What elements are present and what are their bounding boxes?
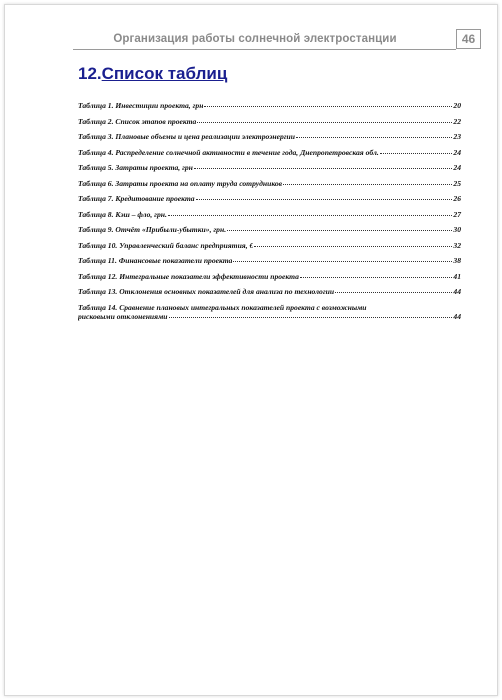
- dot-leader: [233, 261, 452, 262]
- table-of-tables: [78, 101, 461, 321]
- toc-entry[interactable]: [78, 179, 461, 195]
- toc-entry[interactable]: [78, 101, 461, 117]
- toc-entry-label: Таблица 9. Отчёт «Прибыли-убытки», грн.: [78, 225, 227, 234]
- dot-leader: [197, 122, 452, 123]
- toc-entry-label: Таблица 7. Кредитование проекта: [78, 194, 195, 203]
- toc-entry[interactable]: [78, 163, 461, 179]
- section-number: 12.: [78, 64, 102, 83]
- toc-entry-label: Таблица 8. Кэш – фло, грн.: [78, 209, 167, 219]
- toc-entry[interactable]: [78, 210, 461, 226]
- toc-entry-page: 32: [453, 240, 461, 250]
- toc-entry-page: 44: [453, 311, 461, 321]
- toc-entry-label: Таблица 4. Распределение солнечной активности в течение года, Днепропетровская обл.: [78, 147, 379, 157]
- dot-leader: [300, 277, 453, 278]
- section-title[interactable]: Список таблиц: [101, 64, 228, 83]
- toc-entry-label-line1: Таблица 14. Сравнение плановых интегральных показателей проекта с возможными: [78, 302, 367, 312]
- toc-entry-page: 27: [453, 209, 461, 219]
- toc-entry-label: Таблица 6. Затраты проекта на оплату труда сотрудников: [78, 178, 283, 188]
- toc-entry-label: Таблица 11. Финансовые показатели проекта: [78, 256, 233, 265]
- toc-entry[interactable]: [78, 132, 461, 148]
- dot-leader: [169, 317, 453, 318]
- toc-entry[interactable]: [78, 256, 461, 272]
- toc-entry[interactable]: [78, 194, 461, 210]
- toc-entry-label: Таблица 2. Список этапов проекта: [78, 116, 197, 126]
- toc-entry[interactable]: [78, 225, 461, 241]
- dot-leader: [204, 106, 452, 107]
- dot-leader: [254, 246, 452, 247]
- toc-entry[interactable]: [78, 241, 461, 257]
- toc-entry[interactable]: [78, 287, 461, 303]
- dot-leader: [296, 137, 452, 138]
- toc-entry-label: Таблица 12. Интегральные показатели эффективности проекта: [78, 271, 299, 281]
- toc-entry-page: 41: [453, 271, 461, 281]
- toc-entry-label: Таблица 13. Отклонения основных показателей для анализа по технологии: [78, 287, 335, 296]
- toc-entry-label: Таблица 1. Инвестиции проекта, грн: [78, 101, 204, 110]
- toc-entry-page: 25: [453, 178, 461, 188]
- toc-entry-page: 24: [453, 147, 461, 157]
- toc-entry-page: 23: [453, 132, 461, 141]
- dot-leader: [194, 168, 453, 169]
- header-rule: [73, 49, 456, 50]
- page-number-box: 46: [456, 29, 481, 49]
- toc-entry-label: Таблица 10. Управленческий баланс предприятия, €: [78, 240, 254, 250]
- toc-entry-page: 44: [453, 287, 461, 296]
- dot-leader: [196, 199, 453, 200]
- toc-entry-page: 38: [453, 256, 461, 265]
- toc-entry[interactable]: [78, 303, 461, 321]
- toc-entry[interactable]: [78, 272, 461, 288]
- dot-leader: [283, 184, 452, 185]
- toc-entry-label: Таблица 3. Плановые объемы и цена реализации электроэнергии: [78, 132, 295, 141]
- toc-entry-label: Таблица 5. Затраты проекта, грн: [78, 163, 193, 172]
- dot-leader: [227, 230, 452, 231]
- dot-leader: [335, 292, 452, 293]
- running-header-title: Организация работы солнечной электростанции: [113, 33, 397, 45]
- dot-leader: [168, 215, 453, 216]
- section-heading: [78, 64, 227, 84]
- toc-entry-label-line2: рисковыми отклонениями: [78, 311, 168, 321]
- toc-entry-page: 20: [453, 101, 461, 110]
- toc-entry-page: 30: [453, 225, 461, 234]
- dot-leader: [380, 153, 453, 154]
- toc-entry-page: 24: [453, 163, 461, 172]
- toc-entry-page: 26: [453, 194, 461, 203]
- toc-entry[interactable]: [78, 117, 461, 133]
- toc-entry-page: 22: [453, 116, 461, 126]
- toc-entry[interactable]: [78, 148, 461, 164]
